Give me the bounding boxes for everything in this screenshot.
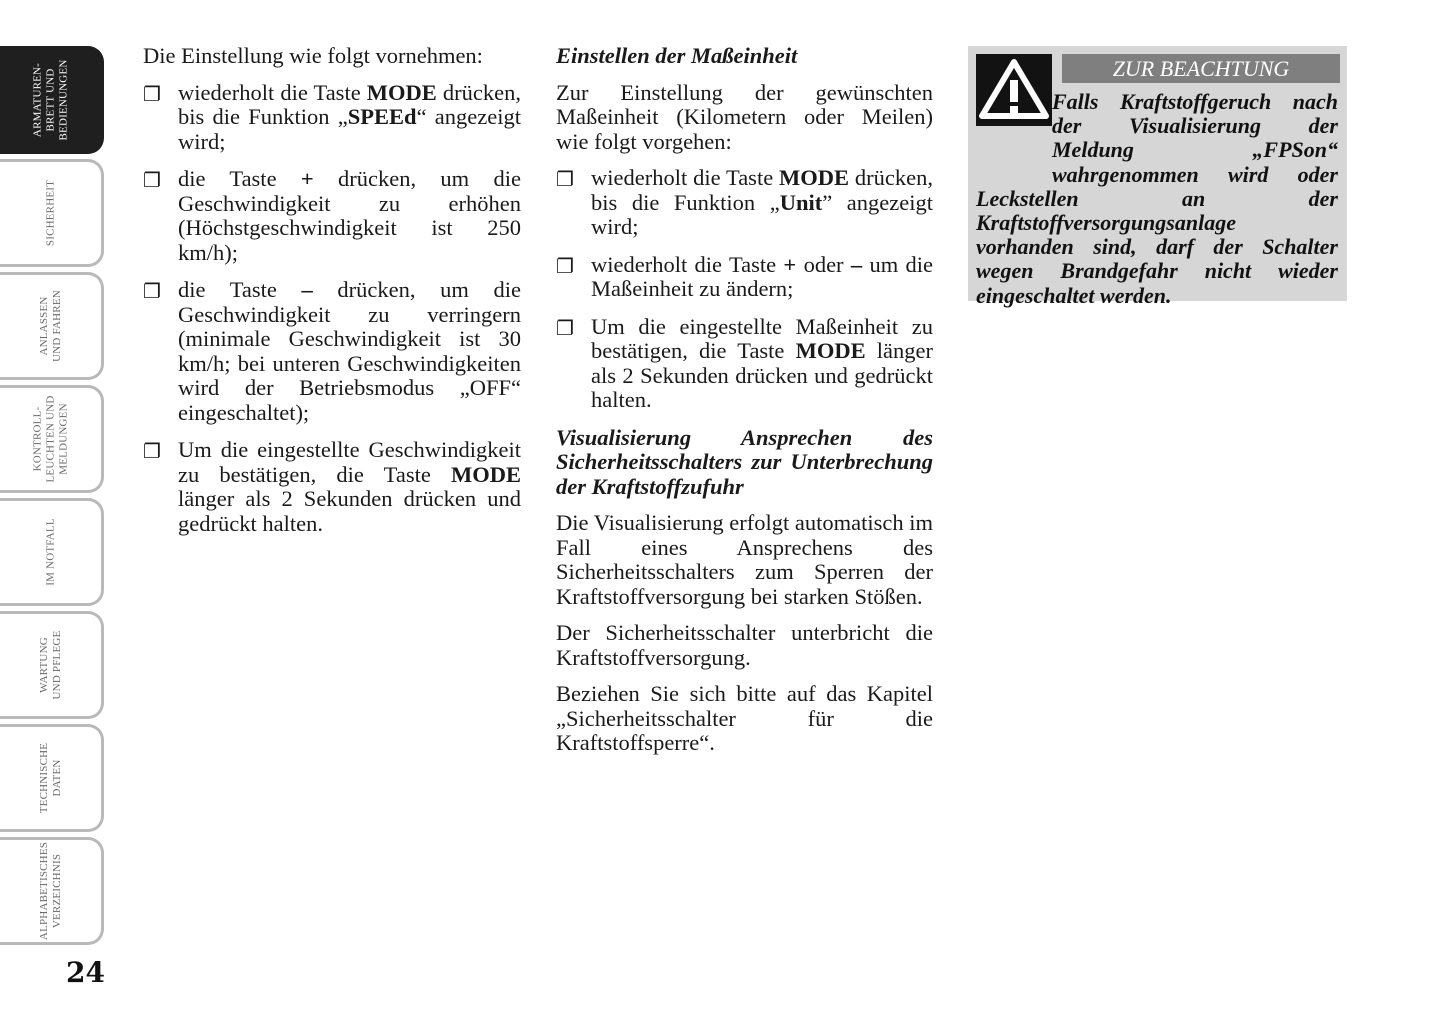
tab-label: ARMATUREN- BRETT UND BEDIENUNGEN — [31, 59, 69, 141]
tab-label: TECHNISCHE DATEN — [37, 742, 63, 814]
tab-im-notfall[interactable] — [0, 498, 104, 606]
tab-label: SICHERHEIT — [44, 179, 56, 247]
column-2 — [556, 44, 933, 768]
checkbox-bullet-icon: ❐ — [143, 439, 161, 463]
tab-label: ANLASSEN UND FAHREN — [37, 290, 63, 362]
tab-label: WARTUNG UND PFLEGE — [37, 630, 63, 700]
checkbox-bullet-icon: ❐ — [556, 315, 574, 340]
list-item: ❐ Um die eingestellte Geschwindigkeit zu bestätigen, die Taste MODE länger als 2 Sekunden drücken und gedrückt halten. — [143, 437, 521, 536]
list-item: ❐ wiederholt die Taste + oder – um die Maßeinheit zu ändern; — [556, 251, 934, 301]
tab-sicherheit[interactable] — [0, 159, 104, 267]
list-item: ❐ wiederholt die Taste MODE drücken, bis die Funktion „SPEEd“ angezeigt wird; — [143, 79, 522, 154]
column-1 — [143, 44, 521, 549]
section-heading: Visualisierung Ansprechen des Sicherheitsschalters zur Unterbrechung der Kraftstoffzufuhr — [556, 424, 933, 499]
paragraph: Beziehen Sie sich bitte auf das Kapitel „Sicherheitsschalter für die Kraftstoffsperre“. — [556, 681, 933, 755]
list-item: ❐ wiederholt die Taste MODE drücken, bis die Funktion „Unit” angezeigt wird; — [556, 165, 934, 239]
warning-box — [968, 46, 1347, 308]
paragraph: Der Sicherheitsschalter unterbricht die Kraftstoffversorgung. — [556, 620, 933, 670]
warning-text: Falls Kraftstoffgeruch nach der Visualisierung der Meldung „FPSon“ wahrgenommen wird oder Leckstellen an der Kraftstoffversorgungsanlage vorhanden sind, darf der Schalter wegen Brandgefahr nicht wieder eingeschaltet werden. — [976, 89, 1338, 308]
intro-text: Zur Einstellung der gewünschten Maßeinheit (Kilometern oder Meilen) wie folgt vorgehen: — [556, 79, 933, 154]
checkbox-bullet-icon: ❐ — [143, 279, 161, 303]
section-heading: Einstellen der Maßeinheit — [556, 43, 798, 68]
list-item: ❐ die Taste + drücken, um die Geschwindigkeit zu erhöhen (Höchstgeschwindigkeit ist 250 km/h); — [143, 166, 521, 265]
tab-label: ALPHABETISCHES VERZEICHNIS — [37, 841, 63, 941]
intro-text: Die Einstellung wie folgt vornehmen: — [143, 43, 483, 68]
checkbox-bullet-icon: ❐ — [143, 81, 161, 106]
tab-verzeichnis[interactable] — [0, 837, 104, 945]
list-item: ❐ Um die eingestellte Maßeinheit zu bestätigen, die Taste MODE länger als 2 Sekunden drücken und gedrückt halten. — [556, 313, 933, 412]
tab-technische-daten[interactable] — [0, 724, 104, 832]
page-number: 24 — [66, 956, 105, 989]
tab-wartung[interactable] — [0, 611, 104, 719]
warning-title: ZUR BEACHTUNG — [1062, 54, 1340, 83]
checkbox-bullet-icon: ❐ — [556, 167, 574, 191]
tab-label: IM NOTFALL — [44, 518, 56, 586]
list-item: ❐ die Taste – drücken, um die Geschwindigkeit zu verringern (minimale Geschwindigkeit ist 30 km/h; bei unteren Geschwindigkeiten wird der Betriebsmodus „OFF“ eingeschaltet); — [143, 277, 521, 425]
tab-anlassen[interactable] — [0, 272, 104, 380]
tab-label: KONTROLL- LEUCHTEN UND MELDUNGEN — [31, 395, 69, 483]
checkbox-bullet-icon: ❐ — [143, 168, 161, 192]
checkbox-bullet-icon: ❐ — [556, 253, 574, 278]
tab-armaturenbrett[interactable] — [0, 46, 104, 154]
paragraph: Die Visualisierung erfolgt automatisch im Fall eines Ansprechens des Sicherheitsschalters zum Sperren der Kraftstoffversorgung bei starken Stößen. — [556, 510, 933, 609]
tab-kontrollleuchten[interactable] — [0, 385, 104, 493]
